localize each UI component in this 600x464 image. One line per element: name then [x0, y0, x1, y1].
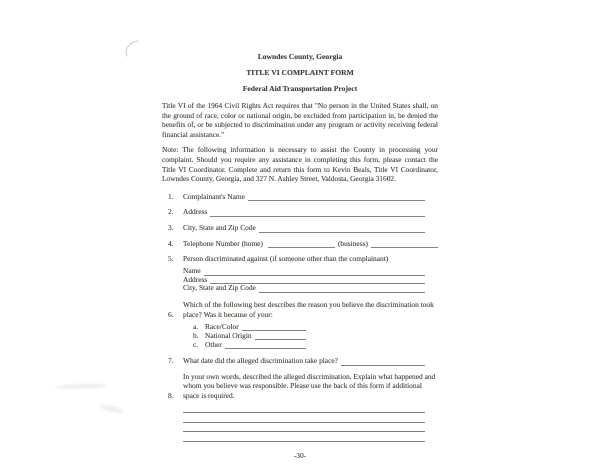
option-label: Race/Color: [205, 322, 239, 332]
answer-line-home: [268, 240, 335, 248]
option-row-race-color: [193, 322, 306, 331]
answer-line: [183, 413, 425, 423]
form-item-person-discriminated: [162, 254, 438, 264]
form-item-discrimination-date: [162, 356, 438, 366]
option-letter: c.: [193, 340, 199, 350]
form-title: TITLE VI COMPLAINT FORM: [246, 68, 354, 77]
field-label: Name: [183, 265, 201, 275]
scan-smudge: [100, 403, 125, 415]
answer-line: [259, 286, 425, 293]
field-label: Address: [183, 274, 208, 284]
answer-lines-block: [183, 404, 425, 442]
answer-line: [259, 225, 425, 233]
scan-smudge: [55, 383, 107, 390]
option-letter: b.: [193, 331, 199, 341]
form-page-content: [162, 52, 438, 460]
item-number: 5.: [168, 254, 174, 264]
option-letter: a.: [193, 322, 199, 332]
option-row-national-origin: [193, 331, 306, 340]
answer-line: [183, 432, 425, 442]
answer-line: [204, 269, 425, 276]
item-number: 3.: [168, 222, 174, 232]
item-label: Telephone Number (home): [183, 238, 263, 248]
answer-line: [183, 423, 425, 433]
option-row-other: [193, 340, 306, 349]
form-item-describe-discrimination: [162, 372, 438, 401]
item-number: 1.: [168, 191, 174, 201]
reason-options-block: [193, 322, 438, 349]
field-label: City, State and Zip Code: [183, 283, 256, 293]
page-number: -30-: [293, 450, 307, 460]
pen-mark: [118, 38, 142, 60]
answer-line: [210, 209, 425, 217]
item-label: City, State and Zip Code: [183, 222, 256, 232]
intro-paragraph: Title VI of the 1964 Civil Rights Act requires that "No person in the United States shall, on the ground of race, color or national origin, be excluded from participation in, be denied the benefits of, or be subjected to discrimination under any program or activity receiving federal financial assistance.": [162, 101, 438, 139]
field-row-city-state-zip: [183, 284, 438, 293]
note-paragraph: Note: The following information is necessary to assist the County in processing your complaint. Should you require any assistance in completing this form, please contact the Title VI Coordinator. Complete and return this form to Kevin Beals, Title VI Coordinator, Lowndes County, Georgia, and 327 N. Ashley Street, Valdosta, Georgia 31602.: [162, 145, 438, 184]
item-label: Person discriminated against (if someone other than the complainant): [183, 254, 389, 264]
answer-line: [242, 324, 306, 331]
answer-line: [225, 342, 306, 349]
item-label: In your own words, described the alleged discrimination. Explain what happened and whom you believe was responsible. Please use the back of this form if additional space is required.: [183, 371, 436, 401]
form-item-address: [162, 207, 438, 217]
item-number: 7.: [168, 356, 174, 366]
form-item-complainant-name: [162, 192, 438, 202]
item-number: 6.: [168, 309, 174, 319]
item-number: 8.: [168, 391, 174, 401]
answer-line-business: [371, 240, 438, 248]
field-row-name: [183, 267, 438, 276]
form-item-city-state-zip: [162, 223, 438, 233]
person-fields-block: [183, 267, 438, 293]
answer-line: [183, 404, 425, 414]
item-label: Which of the following best describes the reason you believe the discrimination took place? Was it because of your:: [183, 300, 434, 319]
form-item-telephone: [162, 239, 438, 249]
item-label: Complainant's Name: [183, 191, 245, 201]
county-heading: Lowndes County, Georgia: [257, 52, 343, 61]
item-label-business: (business): [337, 238, 368, 248]
item-number: 2.: [168, 207, 174, 217]
answer-line: [341, 358, 425, 366]
answer-line: [248, 193, 425, 201]
item-label: Address: [183, 207, 208, 217]
answer-line: [255, 333, 306, 340]
item-label: What date did the alleged discrimination take place?: [183, 356, 338, 366]
option-label: National Origin: [205, 331, 252, 341]
form-item-discrimination-reason: [162, 300, 438, 319]
option-label: Other: [205, 340, 222, 350]
item-number: 4.: [168, 238, 174, 248]
form-subtitle: Federal Aid Transportation Project: [242, 84, 358, 93]
